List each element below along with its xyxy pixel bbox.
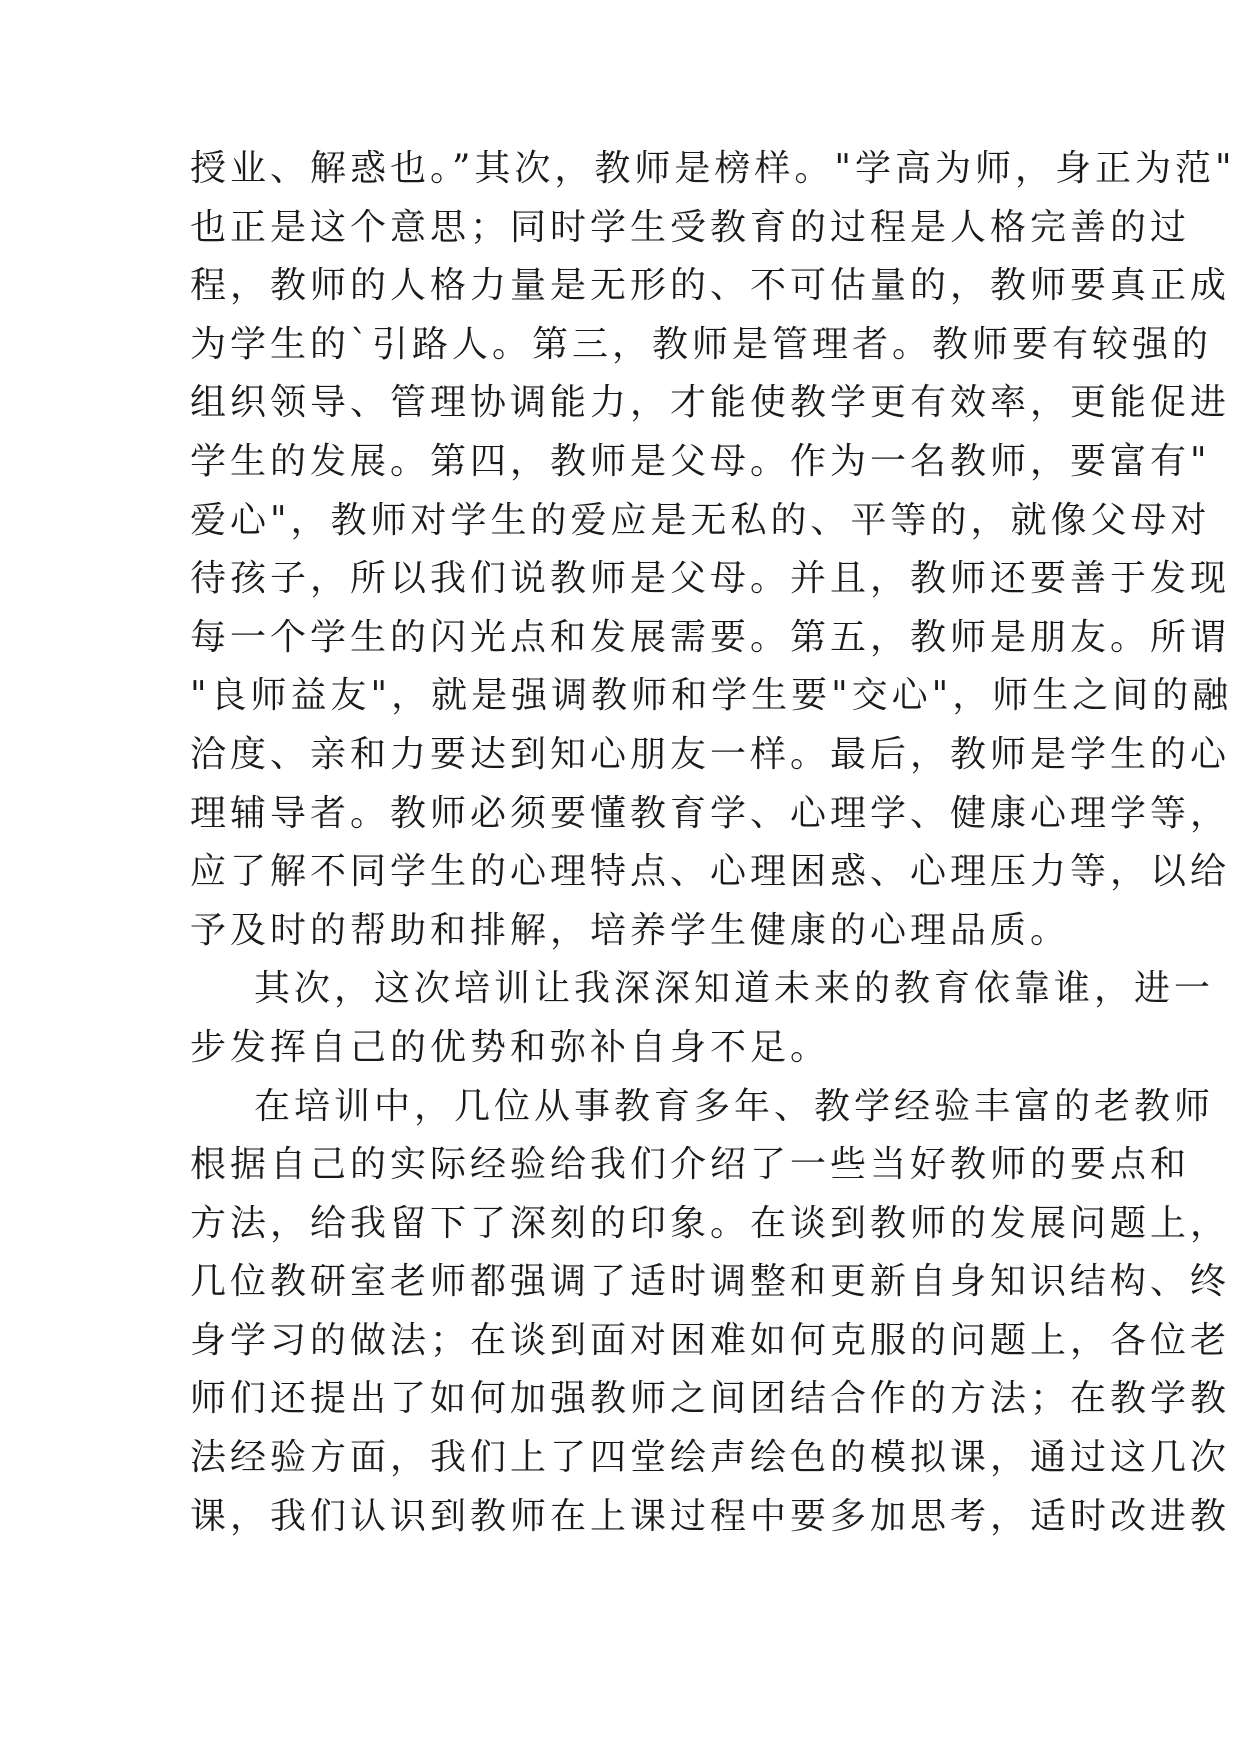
text-line: 洽度、亲和力要达到知心朋友一样。最后，教师是学生的心 — [190, 733, 1231, 775]
text-line: 理辅导者。教师必须要懂教育学、心理学、健康心理学等， — [190, 792, 1231, 834]
text-line: 每一个学生的闪光点和发展需要。第五，教师是朋友。所谓 — [190, 616, 1231, 658]
text-line: 也正是这个意思；同时学生受教育的过程是人格完善的过 — [190, 206, 1191, 248]
text-line: 组织领导、管理协调能力，才能使教学更有效率，更能促进 — [190, 382, 1231, 424]
text-line: 课，我们认识到教师在上课过程中要多加思考，适时改进教 — [190, 1495, 1231, 1537]
text-line: 待孩子，所以我们说教师是父母。并且，教师还要善于发现 — [190, 558, 1231, 600]
body-text — [190, 140, 1236, 1546]
text-line: 师们还提出了如何加强教师之间团结合作的方法；在教学教 — [190, 1378, 1231, 1420]
paragraph-first-line: 其次，这次培训让我深深知道未来的教育依靠谁，进一 — [254, 968, 1215, 1010]
text-line: 步发挥自己的优势和弥补自身不足。 — [190, 1026, 831, 1068]
text-line: "良师益友"，就是强调教师和学生要"交心"，师生之间的融 — [190, 675, 1233, 717]
text-line: 方法，给我留下了深刻的印象。在谈到教师的发展问题上， — [190, 1202, 1231, 1244]
text-line: 程，教师的人格力量是无形的、不可估量的，教师要真正成 — [190, 265, 1231, 307]
paragraph-first-line: 在培训中，几位从事教育多年、教学经验丰富的老教师 — [254, 1085, 1215, 1127]
text-line: 应了解不同学生的心理特点、心理困惑、心理压力等，以给 — [190, 851, 1231, 893]
text-line: 授业、解惑也。”其次，教师是榜样。"学高为师，身正为范" — [190, 148, 1236, 189]
text-line: 爱心"，教师对学生的爱应是无私的、平等的，就像父母对 — [190, 499, 1211, 541]
text-line: 身学习的做法；在谈到面对困难如何克服的问题上，各位老 — [190, 1319, 1231, 1361]
text-line: 予及时的帮助和排解，培养学生健康的心理品质。 — [190, 909, 1071, 951]
text-line: 法经验方面，我们上了四堂绘声绘色的模拟课，通过这几次 — [190, 1437, 1231, 1479]
text-line: 几位教研室老师都强调了适时调整和更新自身知识结构、终 — [190, 1261, 1231, 1303]
text-line: 为学生的`引路人。第三，教师是管理者。教师要有较强的 — [190, 323, 1213, 365]
text-line: 根据自己的实际经验给我们介绍了一些当好教师的要点和 — [190, 1144, 1191, 1186]
text-line: 学生的发展。第四，教师是父母。作为一名教师，要富有" — [190, 440, 1211, 482]
